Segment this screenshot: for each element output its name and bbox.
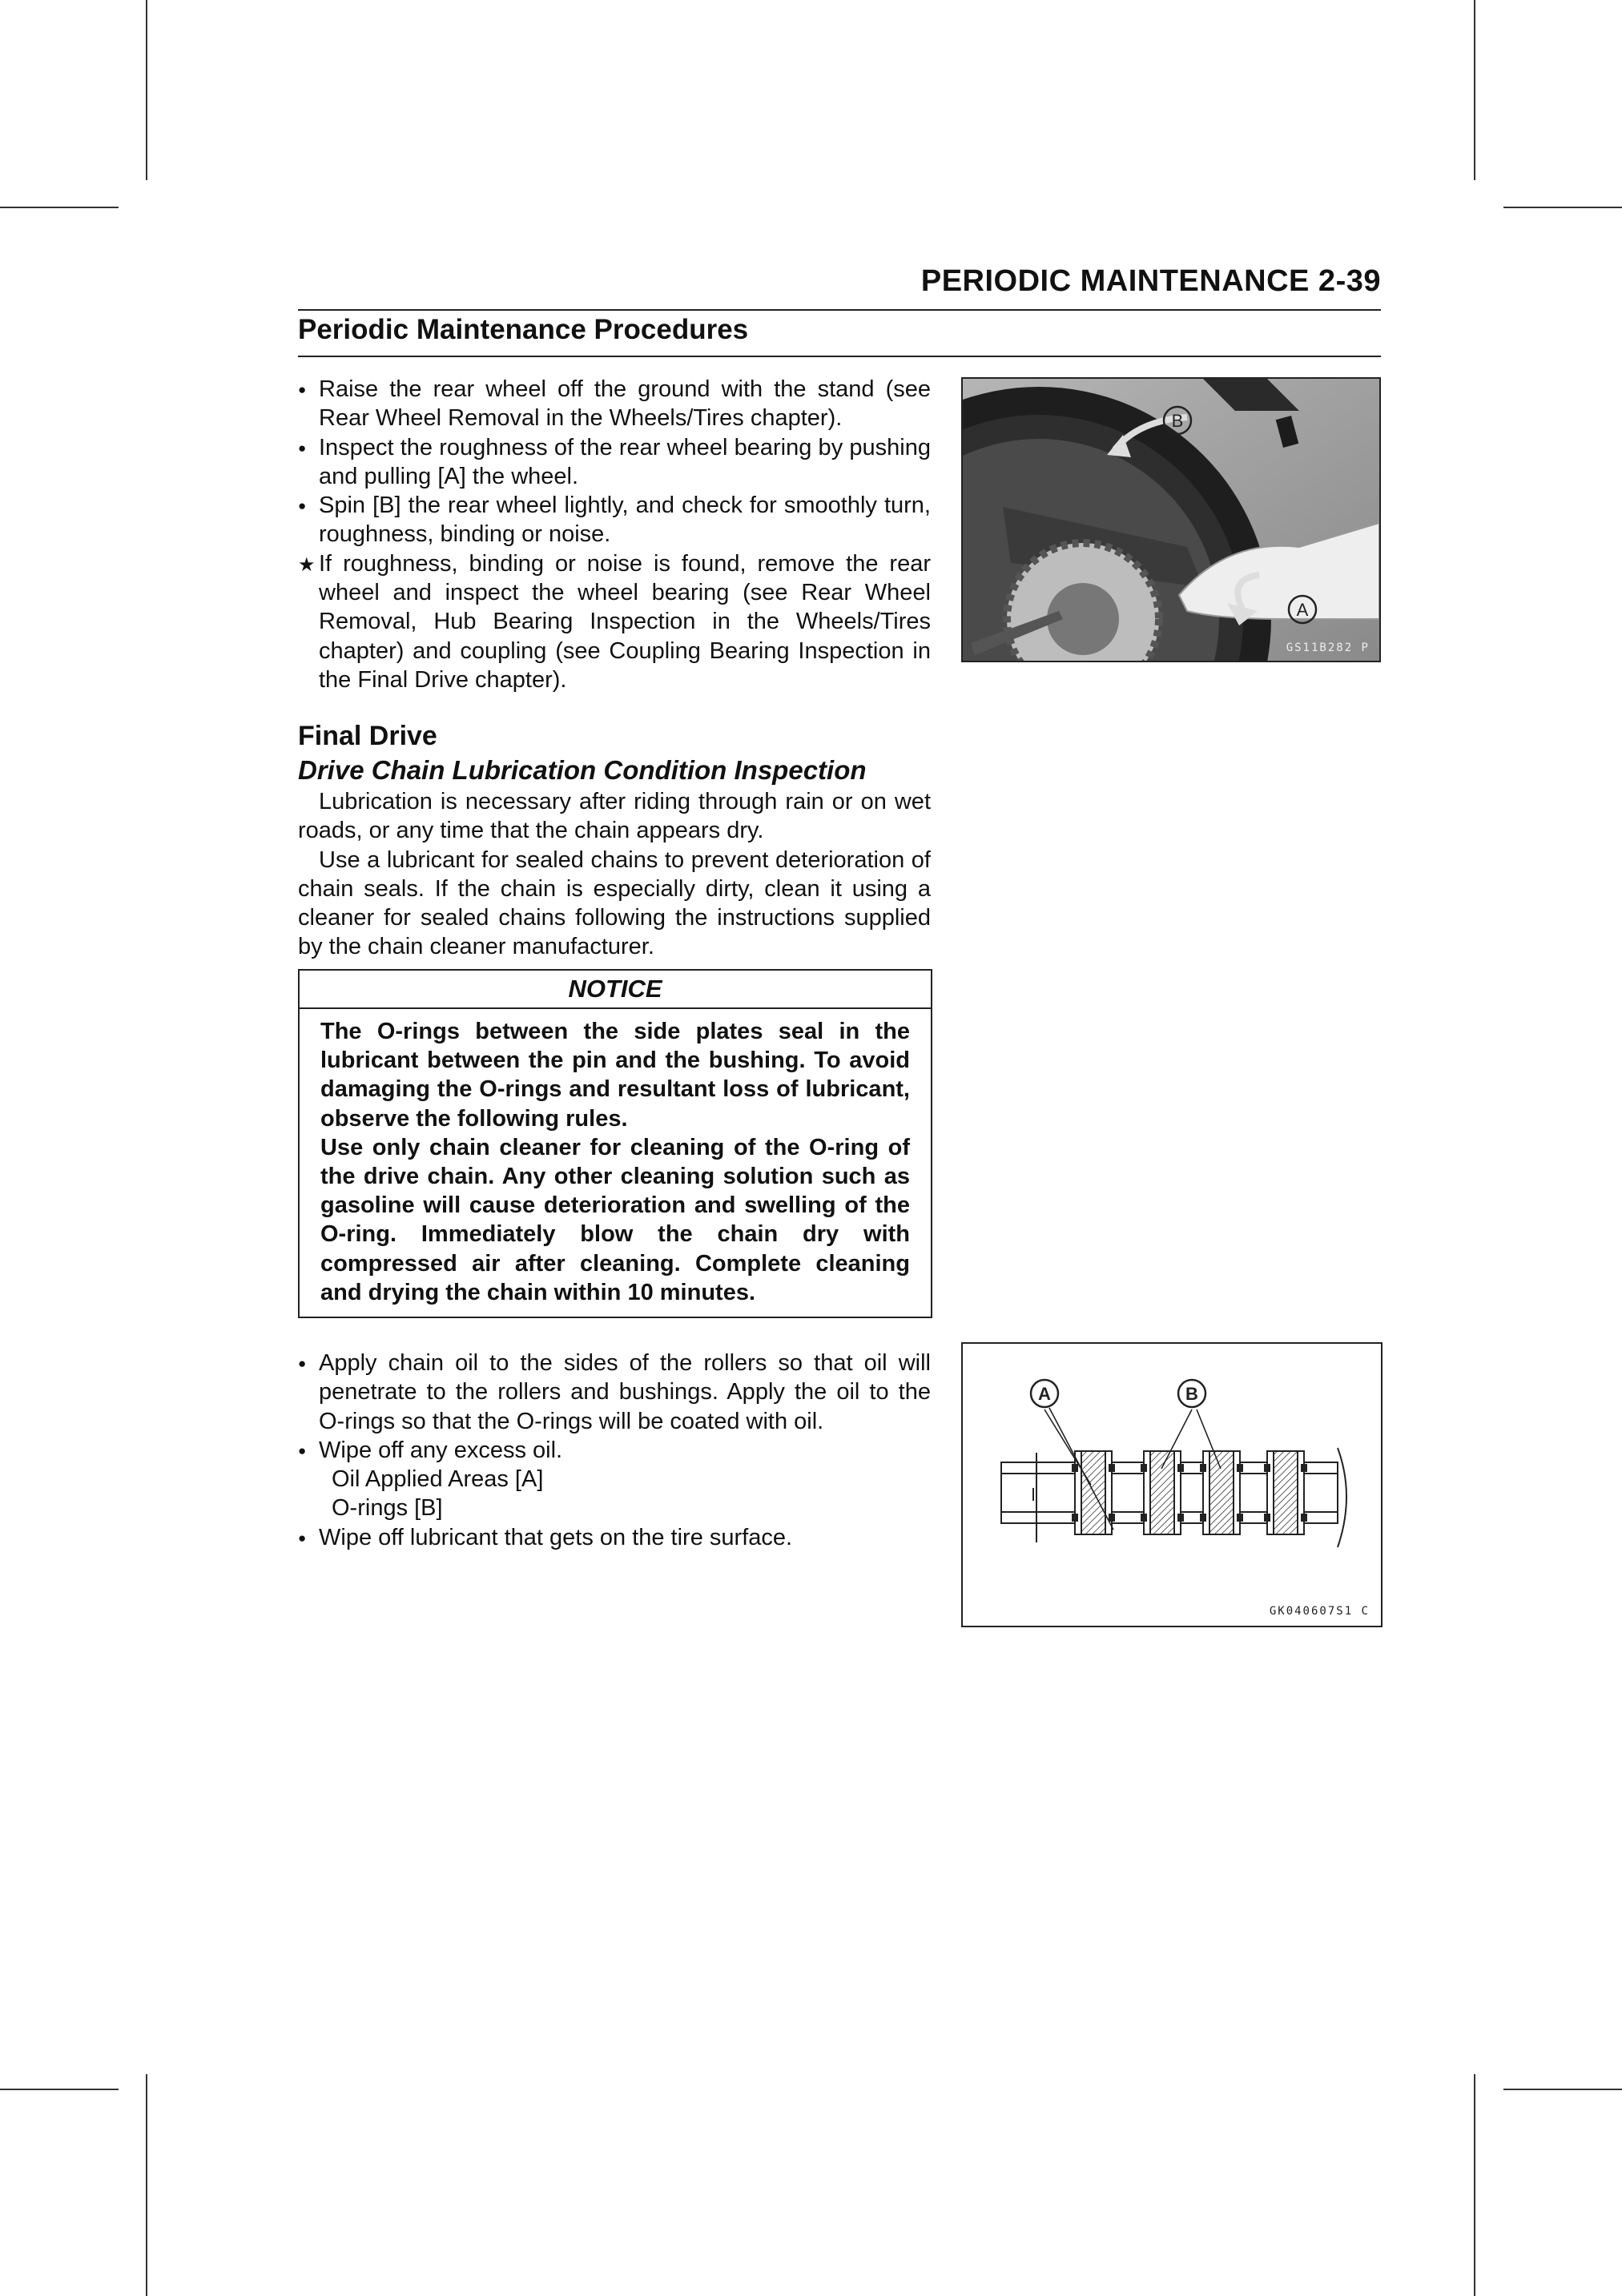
figure-code: GS11B282 P bbox=[1286, 641, 1370, 654]
sub-item: Oil Applied Areas [A] bbox=[332, 1466, 544, 1493]
drive-chain-diagram bbox=[961, 1342, 1383, 1627]
final-drive-section bbox=[298, 718, 931, 962]
crop-mark bbox=[146, 2074, 147, 2296]
notice-title: NOTICE bbox=[300, 971, 931, 1009]
crop-mark bbox=[146, 0, 147, 180]
callout-a: A bbox=[1038, 1384, 1051, 1404]
callout-b: B bbox=[1171, 411, 1184, 431]
top-instruction-list bbox=[298, 375, 931, 694]
bullet-icon bbox=[298, 433, 306, 463]
callout-a: A bbox=[1296, 600, 1309, 620]
bullet-icon bbox=[298, 1523, 306, 1553]
section-title: Periodic Maintenance Procedures bbox=[298, 314, 749, 345]
notice-paragraph: Use only chain cleaner for cleaning of the O-ring of the drive chain. Any other cleaning solution such as gasoline will cause deterioration and swelling of the O-ring. Immediately blow the chain dry with compressed air after cleaning. Complete cleaning and drying the chain within 10 minutes. bbox=[320, 1134, 910, 1305]
star-icon bbox=[298, 549, 316, 580]
bullet-icon bbox=[298, 375, 306, 404]
callout-b: B bbox=[1185, 1384, 1198, 1404]
lubrication-inspection-heading: Drive Chain Lubrication Condition Inspection bbox=[298, 755, 867, 785]
rear-wheel-photo bbox=[961, 377, 1381, 662]
notice-paragraph: The O-rings between the side plates seal in the lubricant between the pin and the bushing. To avoid damaging the O-rings and resultant loss of lubricant, observe the following rules. bbox=[320, 1019, 910, 1132]
crop-mark bbox=[1474, 2074, 1475, 2296]
figure-code: GK040607S1 C bbox=[1269, 1605, 1370, 1618]
notice-body bbox=[300, 1009, 931, 1307]
sub-item: O-rings [B] bbox=[332, 1495, 443, 1522]
list-item: ● Spin [B] the rear wheel lightly, and check for smoothly turn, roughness, binding or noise. bbox=[298, 491, 931, 549]
crop-mark bbox=[1503, 2089, 1622, 2090]
crop-mark bbox=[0, 2089, 119, 2090]
running-title: PERIODIC MAINTENANCE 2-39 bbox=[920, 264, 1381, 298]
list-item: ● Wipe off any excess oil. bbox=[298, 1436, 931, 1465]
bullet-icon bbox=[298, 1436, 306, 1466]
list-item: ● Apply chain oil to the sides of the rollers so that oil will penetrate to the rollers and bushings. Apply the oil to the O-rings so that the O-rings will be coated with oil. bbox=[298, 1349, 931, 1436]
list-item: ● Inspect the roughness of the rear wheel bearing by pushing and pulling [A] the wheel. bbox=[298, 433, 931, 492]
crop-mark bbox=[1474, 0, 1475, 180]
header-rule bbox=[298, 309, 1381, 311]
final-drive-heading: Final Drive bbox=[298, 721, 437, 751]
notice-box bbox=[298, 969, 932, 1318]
bullet-icon bbox=[298, 491, 306, 521]
chain-diagram-illustration bbox=[963, 1344, 1381, 1626]
list-item: ★ If roughness, binding or noise is found, remove the rear wheel and inspect the wheel bearing (see Rear Wheel Removal, Hub Bearing Inspection in the Wheels/Tires chapter) and coupling (see Coupling Bearing Inspection in the Final Drive chapter). bbox=[298, 549, 931, 694]
bottom-instruction-list bbox=[298, 1349, 931, 1552]
paragraph: Use a lubricant for sealed chains to prevent deterioration of chain seals. If the chain is especially dirty, clean it using a cleaner for sealed chains following the instructions supplied by the chain cleaner manufacturer. bbox=[298, 846, 931, 960]
rear-wheel-illustration bbox=[963, 379, 1379, 661]
list-item: ● Wipe off lubricant that gets on the tire surface. bbox=[298, 1523, 931, 1552]
bullet-icon bbox=[298, 1349, 306, 1378]
crop-mark bbox=[1503, 207, 1622, 208]
crop-mark bbox=[0, 207, 119, 208]
list-item: ● Raise the rear wheel off the ground with the stand (see Rear Wheel Removal in the Wheels/Tires chapter). bbox=[298, 375, 931, 433]
section-rule bbox=[298, 356, 1381, 357]
paragraph: Lubrication is necessary after riding through rain or on wet roads, or any time that the chain appears dry. bbox=[298, 789, 931, 844]
